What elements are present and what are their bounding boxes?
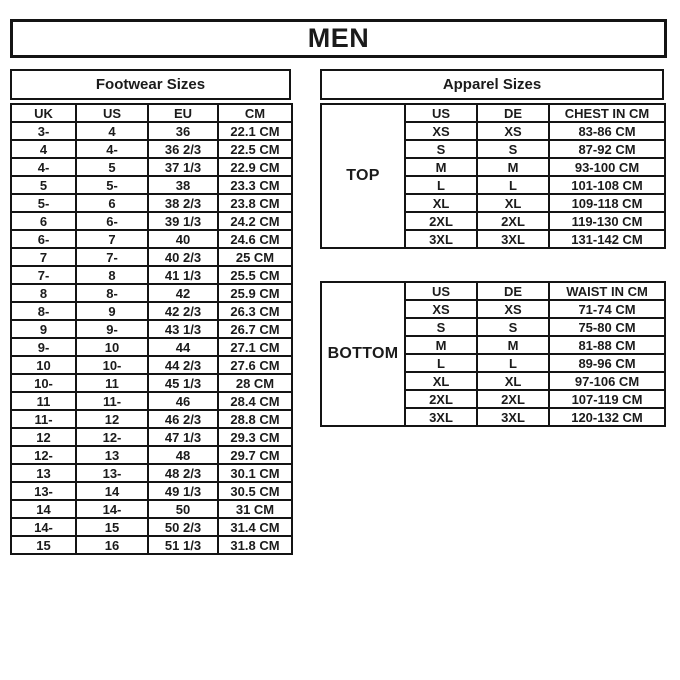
size-cell: 14	[76, 482, 148, 500]
size-cell: 9	[76, 302, 148, 320]
size-cell: S	[477, 318, 549, 336]
top-group-label: TOP	[321, 104, 405, 248]
size-cell: M	[405, 158, 477, 176]
size-cell: 2XL	[477, 390, 549, 408]
size-cell: 6-	[76, 212, 148, 230]
size-row	[11, 212, 292, 230]
apparel-section-title: Apparel Sizes	[442, 76, 542, 93]
size-cell: 83-86 CM	[549, 122, 665, 140]
size-row	[11, 446, 292, 464]
size-cell: 2XL	[477, 212, 549, 230]
size-cell: 13	[11, 464, 76, 482]
size-cell: 24.2 CM	[218, 212, 292, 230]
size-cell: 5	[11, 176, 76, 194]
size-cell: 31.8 CM	[218, 536, 292, 554]
size-cell: 48 2/3	[148, 464, 218, 482]
size-cell: 50 2/3	[148, 518, 218, 536]
size-cell: 38 2/3	[148, 194, 218, 212]
size-cell: 39 1/3	[148, 212, 218, 230]
size-cell: 10-	[76, 356, 148, 374]
size-cell: 7-	[11, 266, 76, 284]
size-cell: M	[405, 336, 477, 354]
size-cell: 11-	[76, 392, 148, 410]
size-cell: 43 1/3	[148, 320, 218, 338]
size-cell: 89-96 CM	[549, 354, 665, 372]
size-cell: 10-	[11, 374, 76, 392]
size-cell: 93-100 CM	[549, 158, 665, 176]
size-cell: 42	[148, 284, 218, 302]
size-cell: 45 1/3	[148, 374, 218, 392]
column-header: DE	[477, 104, 549, 122]
column-header: EU	[148, 104, 218, 122]
size-cell: 36	[148, 122, 218, 140]
size-row	[11, 536, 292, 554]
size-cell: 22.9 CM	[218, 158, 292, 176]
size-cell: 47 1/3	[148, 428, 218, 446]
size-cell: 3XL	[405, 408, 477, 426]
size-row	[11, 410, 292, 428]
size-cell: 31.4 CM	[218, 518, 292, 536]
size-cell: M	[477, 158, 549, 176]
size-cell: L	[477, 176, 549, 194]
size-cell: 8	[76, 266, 148, 284]
size-cell: 27.6 CM	[218, 356, 292, 374]
size-cell: 4-	[76, 140, 148, 158]
size-row	[11, 374, 292, 392]
size-cell: 8-	[76, 284, 148, 302]
size-row	[11, 158, 292, 176]
size-row	[11, 194, 292, 212]
column-header: CHEST IN CM	[549, 104, 665, 122]
size-cell: 46	[148, 392, 218, 410]
size-cell: 22.5 CM	[218, 140, 292, 158]
size-cell: 81-88 CM	[549, 336, 665, 354]
size-cell: 16	[76, 536, 148, 554]
size-cell: 12-	[11, 446, 76, 464]
size-cell: 25 CM	[218, 248, 292, 266]
size-cell: 3XL	[477, 230, 549, 248]
size-cell: 5-	[11, 194, 76, 212]
size-cell: 75-80 CM	[549, 318, 665, 336]
size-cell: 23.8 CM	[218, 194, 292, 212]
size-cell: 12-	[76, 428, 148, 446]
size-cell: 12	[76, 410, 148, 428]
size-row	[11, 230, 292, 248]
size-cell: L	[477, 354, 549, 372]
size-cell: 51 1/3	[148, 536, 218, 554]
size-cell: 25.5 CM	[218, 266, 292, 284]
size-cell: 28.4 CM	[218, 392, 292, 410]
header-row	[11, 104, 292, 122]
size-cell: 49 1/3	[148, 482, 218, 500]
footwear-section-title: Footwear Sizes	[95, 76, 206, 93]
column-header: WAIST IN CM	[549, 282, 665, 300]
size-cell: 28 CM	[218, 374, 292, 392]
size-cell: 4	[11, 140, 76, 158]
size-cell: 26.3 CM	[218, 302, 292, 320]
size-cell: 14-	[11, 518, 76, 536]
size-cell: S	[405, 140, 477, 158]
size-cell: 29.7 CM	[218, 446, 292, 464]
size-row	[11, 356, 292, 374]
column-header: US	[76, 104, 148, 122]
size-cell: 101-108 CM	[549, 176, 665, 194]
size-cell: 7	[76, 230, 148, 248]
size-cell: 7	[11, 248, 76, 266]
size-cell: 40 2/3	[148, 248, 218, 266]
size-cell: 8-	[11, 302, 76, 320]
size-cell: M	[477, 336, 549, 354]
size-cell: 71-74 CM	[549, 300, 665, 318]
size-cell: 31 CM	[218, 500, 292, 518]
column-header: US	[405, 282, 477, 300]
bottom-apparel-size-table	[320, 281, 666, 427]
size-cell: 10	[11, 356, 76, 374]
header-row	[321, 282, 665, 300]
size-cell: 5-	[76, 176, 148, 194]
size-cell: 25.9 CM	[218, 284, 292, 302]
size-cell: 37 1/3	[148, 158, 218, 176]
size-cell: XS	[477, 122, 549, 140]
column-header: UK	[11, 104, 76, 122]
size-cell: 44 2/3	[148, 356, 218, 374]
size-cell: XL	[405, 194, 477, 212]
size-cell: S	[405, 318, 477, 336]
size-cell: 120-132 CM	[549, 408, 665, 426]
size-row	[11, 248, 292, 266]
size-row	[11, 500, 292, 518]
page-title: MEN	[307, 23, 370, 53]
size-cell: 9-	[11, 338, 76, 356]
size-cell: L	[405, 176, 477, 194]
footwear-size-table	[10, 103, 293, 555]
size-cell: 27.1 CM	[218, 338, 292, 356]
size-cell: 28.8 CM	[218, 410, 292, 428]
size-cell: S	[477, 140, 549, 158]
size-cell: XL	[477, 194, 549, 212]
size-cell: 14-	[76, 500, 148, 518]
size-cell: L	[405, 354, 477, 372]
size-row	[11, 140, 292, 158]
size-cell: 48	[148, 446, 218, 464]
size-cell: 22.1 CM	[218, 122, 292, 140]
size-row	[11, 176, 292, 194]
size-cell: 109-118 CM	[549, 194, 665, 212]
bottom-group-label: BOTTOM	[321, 282, 405, 426]
column-header: CM	[218, 104, 292, 122]
size-cell: 13	[76, 446, 148, 464]
size-cell: 12	[11, 428, 76, 446]
size-cell: 42 2/3	[148, 302, 218, 320]
size-cell: 9	[11, 320, 76, 338]
size-cell: 6-	[11, 230, 76, 248]
size-cell: 3XL	[477, 408, 549, 426]
size-cell: 14	[11, 500, 76, 518]
size-row	[11, 518, 292, 536]
size-cell: 38	[148, 176, 218, 194]
size-cell: 87-92 CM	[549, 140, 665, 158]
size-cell: 50	[148, 500, 218, 518]
size-cell: 4-	[11, 158, 76, 176]
size-cell: 15	[11, 536, 76, 554]
size-cell: XS	[405, 122, 477, 140]
apparel-section-header	[320, 69, 664, 100]
size-row	[11, 482, 292, 500]
size-row	[11, 284, 292, 302]
size-row	[11, 266, 292, 284]
size-cell: 8	[11, 284, 76, 302]
size-cell: 41 1/3	[148, 266, 218, 284]
size-row	[11, 320, 292, 338]
page-title-box	[10, 19, 667, 58]
size-cell: 9-	[76, 320, 148, 338]
size-cell: 36 2/3	[148, 140, 218, 158]
size-cell: 119-130 CM	[549, 212, 665, 230]
size-row	[11, 392, 292, 410]
column-header: US	[405, 104, 477, 122]
size-cell: 11	[76, 374, 148, 392]
size-cell: XS	[405, 300, 477, 318]
size-row	[11, 302, 292, 320]
size-cell: 2XL	[405, 390, 477, 408]
size-row	[11, 338, 292, 356]
top-apparel-size-table	[320, 103, 666, 249]
size-cell: 13-	[76, 464, 148, 482]
size-cell: 11	[11, 392, 76, 410]
size-cell: 7-	[76, 248, 148, 266]
size-cell: XS	[477, 300, 549, 318]
size-row	[11, 464, 292, 482]
size-cell: 15	[76, 518, 148, 536]
size-row	[11, 428, 292, 446]
size-cell: 131-142 CM	[549, 230, 665, 248]
size-cell: 107-119 CM	[549, 390, 665, 408]
size-cell: 40	[148, 230, 218, 248]
size-cell: 4	[76, 122, 148, 140]
size-cell: 23.3 CM	[218, 176, 292, 194]
size-cell: 30.1 CM	[218, 464, 292, 482]
size-cell: 46 2/3	[148, 410, 218, 428]
size-row	[11, 122, 292, 140]
size-cell: 2XL	[405, 212, 477, 230]
size-cell: 97-106 CM	[549, 372, 665, 390]
size-cell: 24.6 CM	[218, 230, 292, 248]
column-header: DE	[477, 282, 549, 300]
size-cell: 3XL	[405, 230, 477, 248]
size-cell: 6	[76, 194, 148, 212]
size-cell: XL	[477, 372, 549, 390]
size-cell: 3-	[11, 122, 76, 140]
size-cell: 11-	[11, 410, 76, 428]
size-cell: 29.3 CM	[218, 428, 292, 446]
header-row	[321, 104, 665, 122]
size-cell: 6	[11, 212, 76, 230]
size-cell: 44	[148, 338, 218, 356]
size-cell: 30.5 CM	[218, 482, 292, 500]
size-cell: 5	[76, 158, 148, 176]
size-cell: 26.7 CM	[218, 320, 292, 338]
size-cell: 13-	[11, 482, 76, 500]
size-cell: XL	[405, 372, 477, 390]
size-cell: 10	[76, 338, 148, 356]
footwear-section-header	[10, 69, 291, 100]
